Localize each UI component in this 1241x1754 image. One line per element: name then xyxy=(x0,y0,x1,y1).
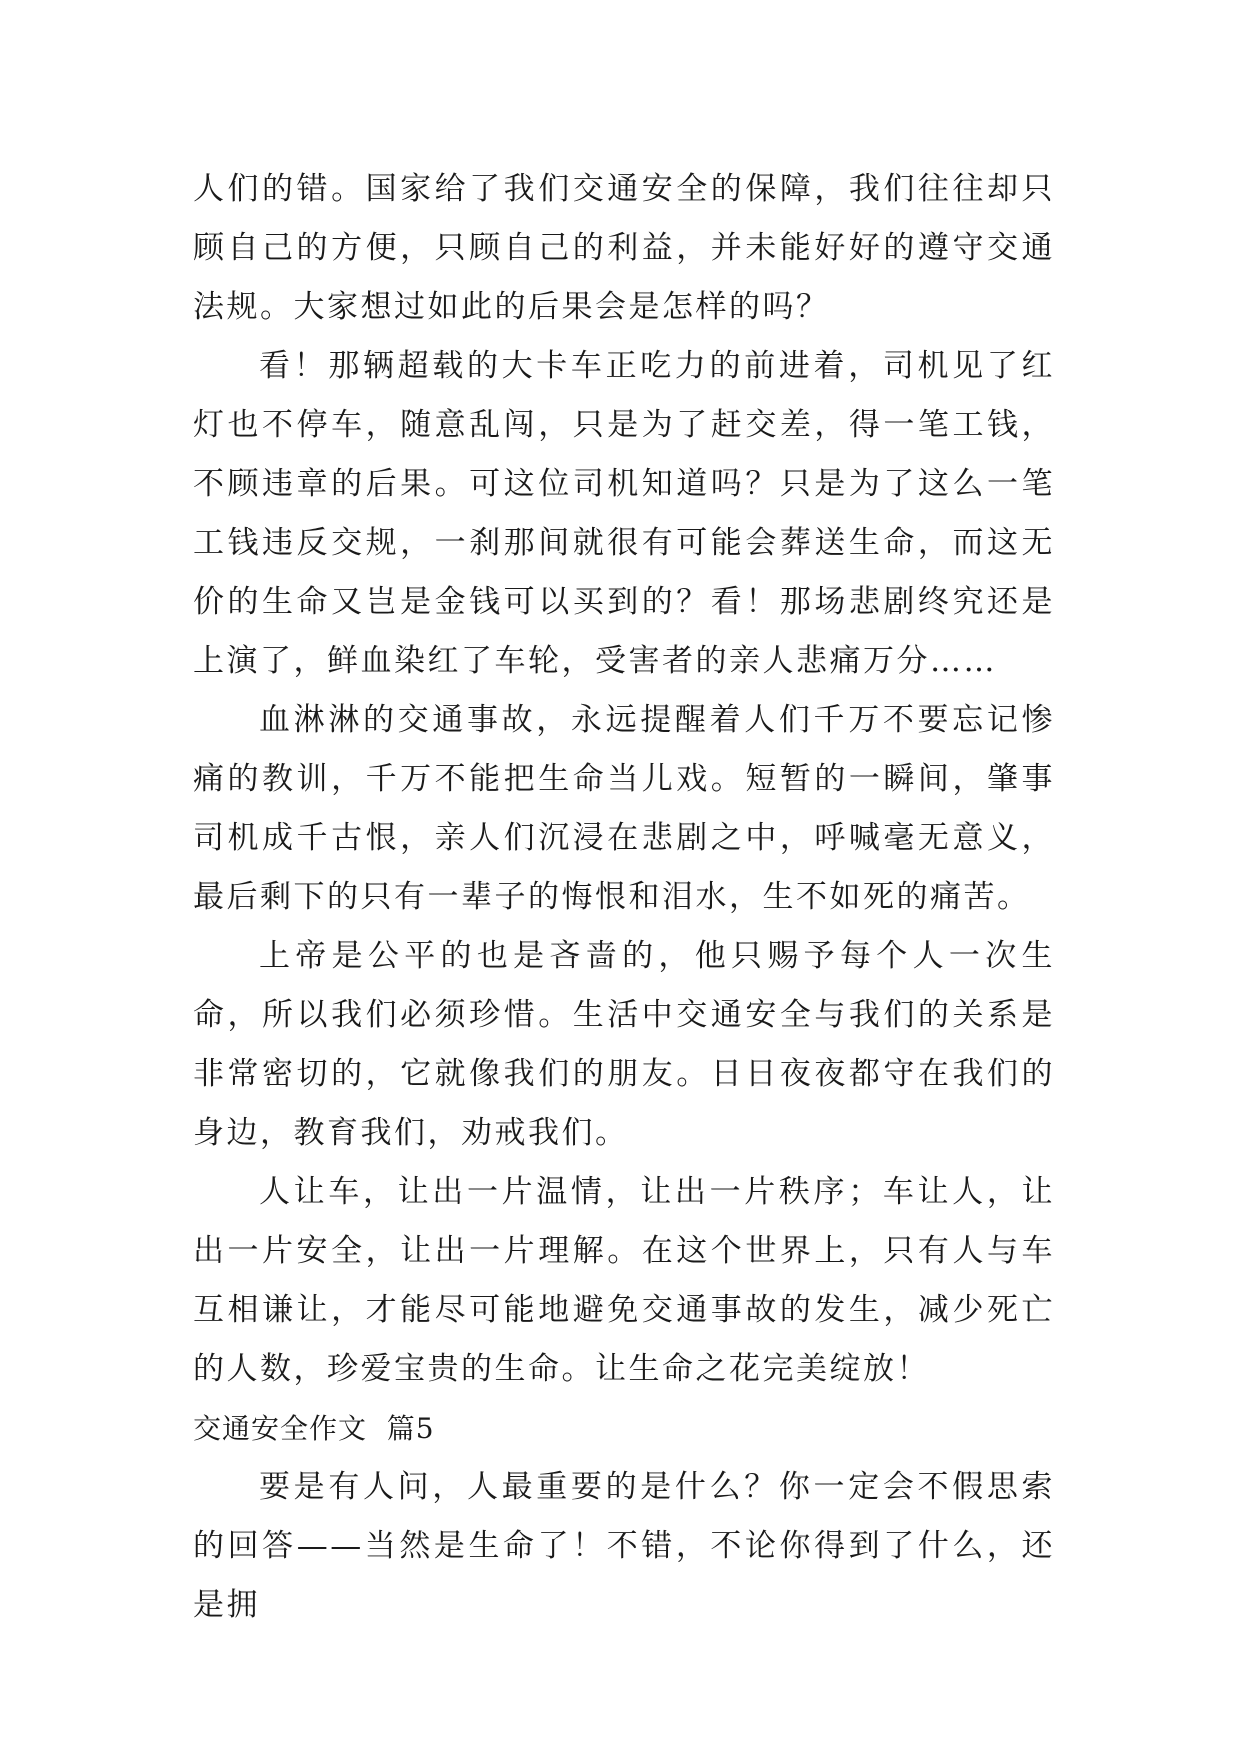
paragraph-section-start: 要是有人问，人最重要的是什么？你一定会不假思索的回答——当然是生命了！不错，不论你得到了什么，还是拥 xyxy=(193,1469,1055,1623)
paragraph-accident: 血淋淋的交通事故，永远提醒着人们千万不要忘记惨痛的教训，千万不能把生命当儿戏。短暂的一瞬间，肇事司机成千古恨，亲人们沉浸在悲剧之中，呼喊毫无意义，最后剩下的只有一辈子的悔恨和泪水，生不如死的痛苦。 xyxy=(193,702,1055,915)
paragraph-continued: 人们的错。国家给了我们交通安全的保障，我们往往却只顾自己的方便，只顾自己的利益，并未能好好的遵守交通法规。大家想过如此的后果会是怎样的吗？ xyxy=(193,171,1055,325)
paragraph-truck: 看！那辆超载的大卡车正吃力的前进着，司机见了红灯也不停车，随意乱闯，只是为了赶交差，得一笔工钱，不顾违章的后果。可这位司机知道吗？只是为了这么一笔工钱违反交规，一刹那间就很有可能会葬送生命，而这无价的生命又岂是金钱可以买到的？看！那场悲剧终究还是上演了，鲜血染红了车轮，受害者的亲人悲痛万分…… xyxy=(193,348,1055,679)
document-body xyxy=(193,160,1055,1635)
paragraph-yield: 人让车，让出一片温情，让出一片秩序；车让人，让出一片安全，让出一片理解。在这个世界上，只有人与车互相谦让，才能尽可能地避免交通事故的发生，减少死亡的人数，珍爱宝贵的生命。让生命之花完美绽放！ xyxy=(193,1174,1055,1387)
paragraph-cherish-life: 上帝是公平的也是吝啬的，他只赐予每个人一次生命，所以我们必须珍惜。生活中交通安全与我们的关系是非常密切的，它就像我们的朋友。日日夜夜都守在我们的身边，教育我们，劝戒我们。 xyxy=(193,938,1055,1151)
section-heading: 交通安全作文 篇5 xyxy=(193,1412,435,1445)
